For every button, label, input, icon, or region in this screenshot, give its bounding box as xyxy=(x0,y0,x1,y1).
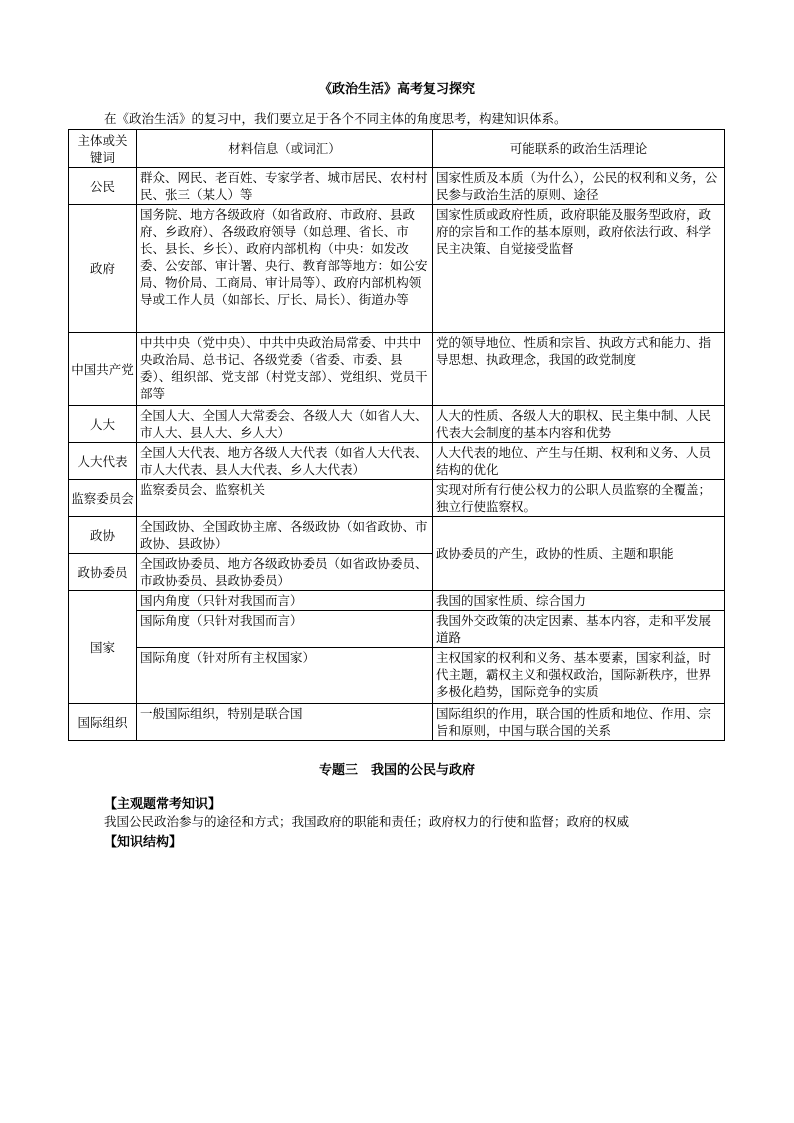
header-material: 材料信息（或词汇） xyxy=(137,130,433,168)
table-row xyxy=(69,205,725,333)
table-header-row xyxy=(69,130,725,168)
header-subject: 主体或关键词 xyxy=(69,130,137,168)
row-theory: 党的领导地位、性质和宗旨、执政方式和能力、指导思想、执政理念，我国的政党制度 xyxy=(433,333,725,406)
row-material: 中共中央（党中央）、中共中央政治局常委、中共中央政治局、总书记、各级党委（省委、市委、县委）、组织部、党支部（村党支部）、党组织、党员干部等 xyxy=(137,333,433,406)
row-material: 国内角度（只针对我国而言） xyxy=(137,591,433,611)
row-subject: 国家 xyxy=(69,591,137,704)
knowledge-text: 我国公民政治参与的途径和方式；我国政府的职能和责任；政府权力的行使和监督；政府的权威 xyxy=(104,814,630,829)
row-subject: 人大代表 xyxy=(69,443,137,480)
row-subject: 政协委员 xyxy=(69,554,137,591)
row-material: 群众、网民、老百姓、专家学者、城市居民、农村村民、张三（某人）等 xyxy=(137,168,433,205)
row-theory: 国家性质及本质（为什么），公民的权利和义务，公民参与政治生活的原则、途径 xyxy=(433,168,725,205)
table-row xyxy=(69,333,725,406)
row-material: 全国人大、全国人大常委会、各级人大（如省人大、市人大、县人大、乡人大） xyxy=(137,406,433,443)
row-material: 国际角度（只针对我国而言） xyxy=(137,611,433,648)
row-subject: 政府 xyxy=(69,205,137,333)
row-subject: 监察委员会 xyxy=(69,480,137,517)
row-theory: 人大的性质、各级人大的职权、民主集中制、人民代表大会制度的基本内容和优势 xyxy=(433,406,725,443)
row-subject: 人大 xyxy=(69,406,137,443)
row-theory: 人大代表的地位、产生与任期、权利和义务、人员结构的优化 xyxy=(433,443,725,480)
row-theory: 主权国家的权利和义务、基本要素，国家利益，时代主题，霸权主义和强权政治，国际新秩序，世界多极化趋势，国际竞争的实质 xyxy=(433,648,725,704)
row-theory: 实现对所有行使公权力的公职人员监察的全覆盖；独立行使监察权。 xyxy=(433,480,725,517)
table-row xyxy=(69,591,725,611)
row-subject: 中国共产党 xyxy=(69,333,137,406)
row-theory: 国际组织的作用，联合国的性质和地位、作用、宗旨和原则，中国与联合国的关系 xyxy=(433,704,725,741)
row-subject: 国际组织 xyxy=(69,704,137,741)
table-row xyxy=(69,704,725,741)
table-row xyxy=(69,443,725,480)
row-theory: 我国的国家性质、综合国力 xyxy=(433,591,725,611)
page-title: 《政治生活》高考复习探究 xyxy=(318,82,475,97)
row-material: 国务院、地方各级政府（如省政府、市政府、县政府、乡政府）、各级政府领导（如总理、省长、市长、县长、乡长）、政府内部机构（中央：如发改委、公安部、审计署、央行、教育部等地方：如公安局、物价局、工商局、审计局等）、政府内部机构领导或工作人员（如部长、厅长、局长）、街道办等 xyxy=(137,205,433,333)
row-subject: 政协 xyxy=(69,517,137,554)
row-subject: 公民 xyxy=(69,168,137,205)
row-material: 国际角度（针对所有主权国家） xyxy=(137,648,433,704)
table-row xyxy=(69,406,725,443)
table-row xyxy=(69,648,725,704)
table-row xyxy=(69,517,725,554)
structure-label: 【知识结构】 xyxy=(104,835,183,850)
table-row xyxy=(69,168,725,205)
row-theory: 我国外交政策的决定因素、基本内容，走和平发展道路 xyxy=(433,611,725,648)
row-theory: 政协委员的产生，政协的性质、主题和职能 xyxy=(433,517,725,591)
knowledge-label: 【主观题常考知识】 xyxy=(104,797,222,812)
table-row xyxy=(69,611,725,648)
table-row xyxy=(69,480,725,517)
row-theory: 国家性质或政府性质，政府职能及服务型政府，政府的宗旨和工作的基本原则，政府依法行政、科学民主决策、自觉接受监督 xyxy=(433,205,725,333)
section-title: 专题三 我国的公民与政府 xyxy=(318,763,475,778)
row-material: 全国政协、全国政协主席、各级政协（如省政协、市政协、县政协） xyxy=(137,517,433,554)
row-material: 全国人大代表、地方各级人大代表（如省人大代表、市人大代表、县人大代表、乡人大代表） xyxy=(137,443,433,480)
row-material: 全国政协委员、地方各级政协委员（如省政协委员、市政协委员、县政协委员） xyxy=(137,554,433,591)
row-material: 监察委员会、监察机关 xyxy=(137,480,433,517)
intro-text: 在《政治生活》的复习中，我们要立足于各个不同主体的角度思考，构建知识体系。 xyxy=(104,111,567,126)
knowledge-table xyxy=(68,129,725,741)
header-theory: 可能联系的政治生活理论 xyxy=(433,130,725,168)
row-material: 一般国际组织，特别是联合国 xyxy=(137,704,433,741)
